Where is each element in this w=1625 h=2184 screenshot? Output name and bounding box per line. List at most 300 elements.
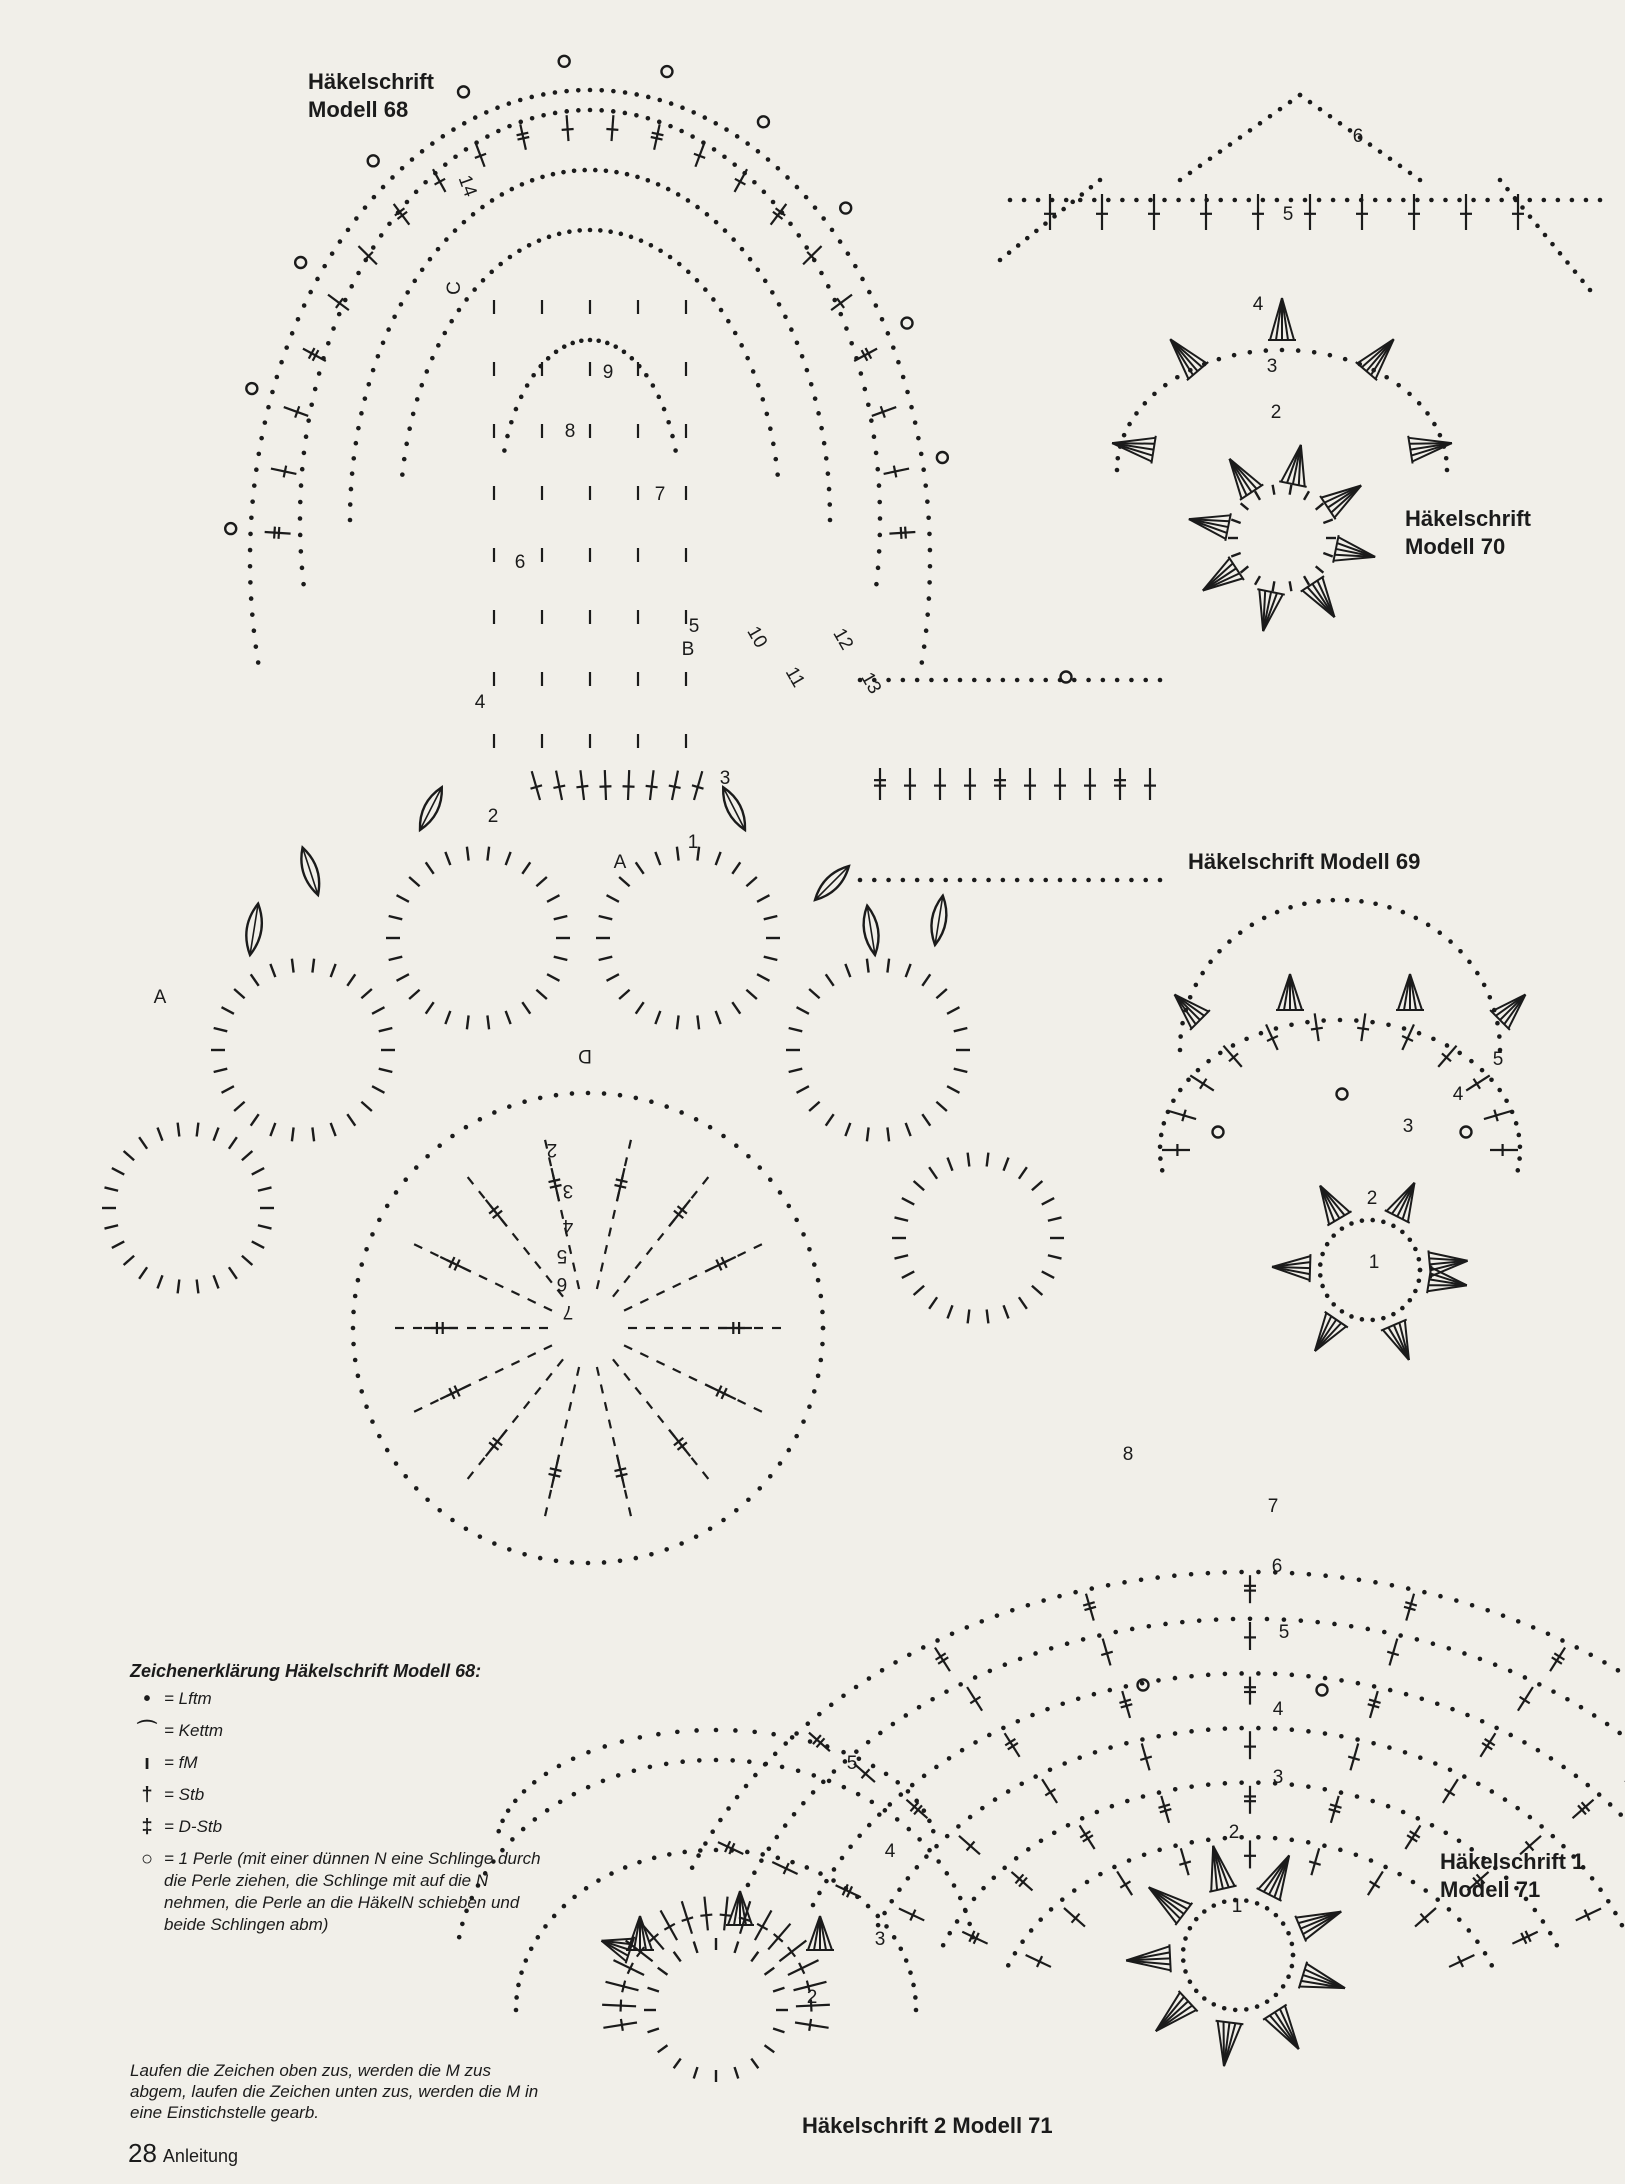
chain-stitch-dot (1369, 1858, 1374, 1863)
chain-stitch-dot (816, 411, 821, 416)
chain-stitch-dot (1222, 1899, 1227, 1904)
stitch-stem (1438, 1046, 1456, 1067)
chain-stitch-dot (789, 327, 794, 332)
chain-stitch-dot (666, 187, 671, 192)
bead-mark (902, 318, 913, 329)
chain-stitch-dot (1020, 1939, 1025, 1944)
bead-mark (225, 523, 236, 534)
chain-stitch-dot (1200, 971, 1205, 976)
chain-stitch-dot (1345, 198, 1350, 203)
chain-stitch-dot (970, 1935, 975, 1940)
chain-stitch-dot (690, 1865, 695, 1870)
chain-stitch-dot (925, 612, 930, 617)
single-crochet-mark (513, 1233, 519, 1240)
stitch-stem (628, 770, 629, 800)
chain-stitch-dot (929, 878, 934, 883)
petal-base (1381, 1320, 1407, 1331)
single-crochet-mark (605, 1402, 607, 1411)
single-crochet-mark (703, 1472, 709, 1479)
chain-stitch-dot (1355, 1737, 1360, 1742)
chain-stitch-dot (1148, 198, 1153, 203)
chain-stitch-dot (922, 1808, 927, 1813)
stitch-stem (889, 532, 915, 534)
chain-stitch-dot (349, 284, 354, 289)
single-crochet-mark (647, 1401, 653, 1408)
single-crochet-mark (607, 895, 619, 902)
single-crochet-mark (757, 895, 769, 902)
chain-stitch-dot (256, 660, 261, 665)
chain-stitch-dot (1388, 1688, 1393, 1693)
chain-stitch-dot (1401, 198, 1406, 203)
chain-stitch-dot (863, 387, 868, 392)
chain-stitch-dot (733, 331, 738, 336)
chain-stitch-dot (870, 1800, 875, 1805)
chain-stitch-dot (596, 1878, 601, 1883)
stitch-stem (1415, 1908, 1436, 1927)
chain-stitch-dot (919, 452, 924, 457)
chain-stitch-dot (818, 1871, 823, 1876)
row-number-label: 4 (562, 1215, 574, 1236)
single-crochet-mark (809, 989, 819, 998)
chain-stitch-dot (1057, 1594, 1062, 1599)
chain-stitch-dot (1214, 1617, 1219, 1622)
single-crochet-mark (557, 1359, 563, 1366)
stitch-bar (614, 1185, 626, 1188)
single-crochet-mark (867, 959, 869, 973)
stitch-stem (612, 115, 614, 141)
row-number-label: 6 (1271, 1556, 1283, 1577)
chain-stitch-dot (1244, 1898, 1249, 1903)
chain-stitch-dot (952, 1883, 957, 1888)
chain-stitch-dot (1239, 1726, 1244, 1731)
chain-stitch-dot (874, 451, 879, 456)
chain-stitch-dot (838, 239, 843, 244)
chain-stitch-dot (1227, 939, 1232, 944)
chain-stitch-dot (1515, 1168, 1520, 1173)
chain-stitch-dot (1574, 1645, 1579, 1650)
chain-stitch-dot (792, 1812, 797, 1817)
row-number-label: 3 (1272, 1767, 1284, 1788)
marker-label: B (681, 639, 695, 660)
chain-stitch-dot (1256, 1726, 1261, 1731)
single-crochet-mark (467, 1015, 469, 1029)
chain-stitch-dot (1425, 411, 1430, 416)
chain-stitch-dot (1188, 1979, 1193, 1984)
chain-stitch-dot (1391, 1224, 1396, 1229)
chain-stitch-dot (248, 564, 253, 569)
chain-stitch-dot (1098, 1872, 1103, 1877)
chain-stitch-dot (1073, 1590, 1078, 1595)
chain-stitch-dot (752, 1730, 757, 1735)
stitch-bar (1357, 1028, 1369, 1030)
chain-stitch-dot (308, 290, 313, 295)
single-crochet-mark (178, 1123, 180, 1137)
chain-stitch-dot (795, 185, 800, 190)
single-crochet-mark (347, 1114, 355, 1126)
chain-stitch-dot (826, 471, 831, 476)
chain-stitch-dot (1429, 198, 1434, 203)
chain-stitch-dot (381, 340, 386, 345)
single-crochet-mark (197, 1279, 199, 1293)
chain-stitch-dot (1426, 923, 1431, 928)
chain-stitch-dot (891, 345, 896, 350)
chain-stitch-dot (252, 628, 257, 633)
chain-stitch-dot (1239, 1671, 1244, 1676)
chain-stitch-dot (611, 109, 616, 114)
chain-stitch-dot (507, 1547, 512, 1552)
chain-stitch-dot (906, 1876, 911, 1881)
chain-stitch-dot (593, 168, 598, 173)
chain-stitch-dot (903, 1713, 908, 1718)
chain-stitch-dot (947, 1756, 952, 1761)
single-crochet-mark (372, 1007, 384, 1014)
chain-stitch-dot (519, 395, 524, 400)
chain-stitch-dot (496, 129, 501, 134)
chain-stitch-dot (842, 1785, 847, 1790)
chain-stitch-dot (464, 1526, 469, 1531)
chain-stitch-dot (664, 1104, 669, 1109)
petal-base (1295, 1916, 1306, 1942)
chain-stitch-dot (646, 116, 651, 121)
single-crochet-mark (331, 1123, 336, 1136)
single-crochet-mark (242, 1151, 252, 1160)
chain-stitch-dot (801, 1419, 806, 1424)
single-crochet-mark (535, 1262, 541, 1269)
page-number: 28 (128, 2138, 157, 2168)
single-crochet-mark (640, 1353, 648, 1357)
chain-stitch-dot (1296, 348, 1301, 353)
row-number-label: 5 (1282, 204, 1294, 225)
chain-stitch-dot (735, 134, 740, 139)
chain-stitch-dot (1489, 1963, 1494, 1968)
single-crochet-mark (214, 1275, 219, 1288)
chain-stitch-dot (1478, 1657, 1483, 1662)
chain-stitch-dot (771, 442, 776, 447)
single-crochet-mark (599, 916, 613, 919)
chain-stitch-dot (1382, 1630, 1387, 1635)
single-crochet-mark (158, 1128, 163, 1141)
single-crochet-mark (797, 1007, 809, 1014)
chain-stitch-dot (350, 471, 355, 476)
single-crochet-mark (619, 990, 629, 999)
chain-stitch-dot (1338, 1848, 1343, 1853)
single-crochet-mark (697, 1015, 699, 1029)
chain-stitch-dot (1258, 121, 1263, 126)
chain-stitch-dot (1371, 1741, 1376, 1746)
single-crochet-mark (222, 1086, 234, 1093)
modell-69-diagram (1158, 898, 1526, 1360)
chain-stitch-dot (1124, 1684, 1129, 1689)
chain-stitch-dot (1501, 1613, 1506, 1618)
chain-stitch-dot (254, 644, 259, 649)
chain-stitch-dot (1288, 100, 1293, 105)
single-crochet-mark (292, 1127, 294, 1141)
chain-stitch-dot (522, 1552, 527, 1557)
single-crochet-mark (139, 1267, 147, 1279)
chain-stitch-dot (1183, 1969, 1188, 1974)
chain-stitch-dot (1549, 1756, 1554, 1761)
chain-stitch-dot (877, 500, 882, 505)
chain-stitch-dot (899, 1792, 904, 1797)
single-crochet-mark (826, 974, 834, 986)
single-crochet-mark (549, 1490, 551, 1499)
single-crochet-mark (648, 2029, 659, 2033)
chain-stitch-dot (1189, 1674, 1194, 1679)
chain-stitch-dot (680, 105, 685, 110)
chain-stitch-dot (1360, 1317, 1365, 1322)
chain-stitch-dot (1584, 198, 1589, 203)
chain-stitch-dot (1383, 1865, 1388, 1870)
title-line: Modell 70 (1405, 534, 1506, 559)
chain-stitch-dot (480, 205, 485, 210)
chain-stitch-dot (807, 1404, 812, 1409)
chain-stitch-dot (1321, 1018, 1326, 1023)
chain-stitch-dot (530, 178, 535, 183)
chain-stitch-dot (381, 185, 386, 190)
chain-stitch-dot (1370, 1218, 1375, 1223)
chain-stitch-dot (1322, 1787, 1327, 1792)
single-crochet-mark (694, 1942, 698, 1953)
chain-stitch-dot (1222, 2006, 1227, 2011)
chain-stitch-dot (356, 1374, 361, 1379)
chain-stitch-dot (1178, 1034, 1183, 1039)
chain-stitch-dot (648, 1765, 653, 1770)
chain-stitch-dot (1542, 198, 1547, 203)
chain-stitch-dot (1078, 198, 1083, 203)
chain-stitch-dot (1080, 192, 1085, 197)
row-number-label: 4 (1452, 1084, 1464, 1105)
chain-stitch-dot (522, 1099, 527, 1104)
chain-stitch-dot (1163, 1622, 1168, 1627)
chain-stitch-dot (1517, 1156, 1522, 1161)
chain-stitch-dot (619, 232, 624, 237)
stitch-stem (967, 1687, 982, 1711)
stitch-bar (517, 133, 529, 136)
chain-stitch-dot (348, 502, 353, 507)
chain-stitch-dot (1431, 1641, 1436, 1646)
chain-stitch-dot (400, 472, 405, 477)
chain-stitch-dot (1318, 1262, 1323, 1267)
chain-stitch-dot (525, 383, 530, 388)
chain-stitch-dot (867, 1823, 872, 1828)
single-crochet-mark (656, 1291, 664, 1295)
chain-stitch-dot (1320, 1284, 1325, 1289)
chain-stitch-dot (1211, 1903, 1216, 1908)
chain-stitch-dot (464, 1125, 469, 1130)
chain-stitch-dot (520, 182, 525, 187)
single-crochet-mark (922, 1114, 930, 1126)
single-crochet-mark (613, 1359, 619, 1366)
chain-stitch-dot (945, 1834, 950, 1839)
chain-stitch-dot (927, 532, 932, 537)
chain-stitch-dot (586, 1750, 591, 1755)
chain-stitch-dot (1414, 916, 1419, 921)
chain-stitch-dot (877, 549, 882, 554)
chain-stitch-dot (963, 1909, 968, 1914)
stitch-bar (616, 1179, 628, 1182)
chain-stitch-dot (1188, 171, 1193, 176)
single-crochet-mark (479, 1377, 487, 1381)
chain-stitch-dot (1365, 1627, 1370, 1632)
legend-item (130, 1752, 550, 1774)
bead-mark (559, 56, 570, 67)
single-crochet-mark (677, 1015, 679, 1029)
legend-heading: Zeichenerklärung Häkelschrift Modell 68: (130, 1661, 482, 1681)
chain-stitch-dot (928, 548, 933, 553)
chain-stitch-dot (1256, 1780, 1261, 1785)
chain-stitch-dot (813, 205, 818, 210)
chain-stitch-dot (1223, 1781, 1228, 1786)
chain-stitch-dot (1303, 198, 1308, 203)
chain-stitch-dot (694, 1728, 699, 1733)
stitch-bar (279, 527, 280, 539)
chain-stitch-dot (1332, 1622, 1337, 1627)
chain-stitch-dot (1543, 233, 1548, 238)
chain-stitch-dot (1278, 107, 1283, 112)
chain-stitch-dot (783, 1823, 788, 1828)
chain-stitch-dot (1039, 1838, 1044, 1843)
chain-stitch-dot (1401, 1810, 1406, 1815)
stitch-stem (831, 295, 852, 310)
chain-stitch-dot (909, 405, 914, 410)
chain-stitch-dot (1085, 1880, 1090, 1885)
chain-stitch-dot (1052, 1830, 1057, 1835)
chain-stitch-dot (290, 331, 295, 336)
row-number-label: 3 (562, 1180, 574, 1201)
single-crochet-mark (987, 1309, 989, 1323)
chain-stitch-dot (1262, 916, 1267, 921)
single-crochet-mark (894, 1217, 908, 1220)
stitch-stem (661, 1910, 678, 1940)
chain-stitch-dot (464, 147, 469, 152)
single-crochet-mark (409, 877, 419, 886)
single-crochet-mark (1231, 520, 1240, 523)
chain-stitch-dot (1445, 1043, 1450, 1048)
chain-stitch-dot (703, 1841, 708, 1846)
chain-stitch-dot (370, 1419, 375, 1424)
chain-stitch-dot (941, 1943, 946, 1948)
row-number-label: 4 (884, 1841, 896, 1862)
single-crochet-mark (222, 1007, 234, 1014)
chain-stitch-dot (657, 120, 662, 125)
chain-stitch-dot (764, 1762, 769, 1767)
chain-stitch-dot (908, 1970, 913, 1975)
chain-stitch-dot (317, 371, 322, 376)
chain-stitch-dot (766, 157, 771, 162)
chain-stitch-dot (884, 1924, 889, 1929)
chain-stitch-dot (871, 1764, 876, 1769)
chain-stitch-dot (1508, 1669, 1513, 1674)
chain-stitch-dot (313, 387, 318, 392)
chain-stitch-dot (820, 1310, 825, 1315)
chain-stitch-dot (377, 1434, 382, 1439)
chain-stitch-dot (1475, 1939, 1480, 1944)
petal-base (1310, 1254, 1311, 1282)
chain-stitch-dot (979, 1619, 984, 1624)
chain-stitch-dot (958, 878, 963, 883)
chain-stitch-dot (1072, 678, 1077, 683)
chain-stitch-dot (436, 343, 441, 348)
chain-stitch-dot (830, 228, 835, 233)
chain-stitch-dot (666, 420, 671, 425)
chain-stitch-dot (1092, 1692, 1097, 1697)
chain-stitch-dot (1134, 198, 1139, 203)
legend-text: = 1 Perle (mit einer dünnen N eine Schlinge durch die Perle ziehen, die Schlinge mit auf die N nehmen, die Perle an die HäkelN schieben und beide Schlingen abm) (164, 1849, 541, 1934)
stitch-stem (704, 1897, 707, 1931)
chain-stitch-dot (1408, 1237, 1413, 1242)
chain-stitch-dot (945, 1871, 950, 1876)
chain-stitch-dot (481, 278, 486, 283)
chain-stitch-dot (913, 1995, 918, 2000)
single-crochet-mark (1004, 1158, 1009, 1171)
chain-stitch-dot (425, 369, 430, 374)
chain-stitch-dot (710, 1829, 715, 1834)
chain-stitch-dot (1178, 178, 1183, 183)
chain-stitch-dot (1122, 433, 1127, 438)
chain-stitch-dot (337, 312, 342, 317)
chain-stitch-dot (1206, 1727, 1211, 1732)
chain-stitch-dot (1043, 221, 1048, 226)
single-crochet-mark (716, 852, 721, 865)
chain-stitch-dot (1401, 910, 1406, 915)
chain-stitch-dot (958, 1682, 963, 1687)
chain-stitch-dot (602, 1744, 607, 1749)
chain-stitch-dot (1223, 1726, 1228, 1731)
chain-stitch-dot (364, 1404, 369, 1409)
chain-stitch-dot (584, 1886, 589, 1891)
chain-stitch-dot (1508, 1733, 1513, 1738)
chain-stitch-dot (960, 1748, 965, 1753)
chain-stitch-dot (1181, 1958, 1186, 1963)
chain-stitch-dot (680, 1759, 685, 1764)
chain-stitch-dot (629, 235, 634, 240)
chain-stitch-dot (527, 243, 532, 248)
title-line: Häkelschrift 1 (1440, 1849, 1585, 1874)
chain-stitch-dot (1086, 878, 1091, 883)
chain-stitch-dot (1112, 1865, 1117, 1870)
chain-stitch-dot (1289, 1782, 1294, 1787)
chain-stitch-dot (991, 1875, 996, 1880)
chain-stitch-dot (1003, 1662, 1008, 1667)
chain-stitch-dot (934, 1765, 939, 1770)
stitch-bar (336, 298, 343, 308)
row-number-label: 4 (474, 692, 486, 713)
chain-stitch-dot (405, 290, 410, 295)
chain-stitch-dot (1115, 878, 1120, 883)
stitch-bar (550, 1468, 562, 1471)
chain-stitch-dot (1413, 1247, 1418, 1252)
single-crochet-mark (252, 1168, 264, 1175)
stitch-stem (779, 1940, 806, 1961)
chain-stitch-dot (950, 1631, 955, 1636)
chain-stitch-dot (958, 678, 963, 683)
chain-stitch-dot (354, 441, 359, 446)
stitch-bar (1445, 1789, 1455, 1795)
chain-stitch-dot (1445, 468, 1450, 473)
stitch-bar (809, 2019, 811, 2031)
chain-stitch-dot (1411, 1880, 1416, 1885)
chain-stitch-dot (1066, 1823, 1071, 1828)
chain-stitch-dot (752, 1870, 757, 1875)
chain-stitch-dot (371, 368, 376, 373)
chain-stitch-dot (1495, 1021, 1500, 1026)
chain-stitch-dot (1307, 1572, 1312, 1577)
chain-stitch-dot (924, 628, 929, 633)
chain-stitch-dot (630, 356, 635, 361)
single-crochet-mark (624, 1345, 632, 1349)
chain-stitch-dot (860, 277, 865, 282)
chain-stitch-dot (763, 279, 768, 284)
